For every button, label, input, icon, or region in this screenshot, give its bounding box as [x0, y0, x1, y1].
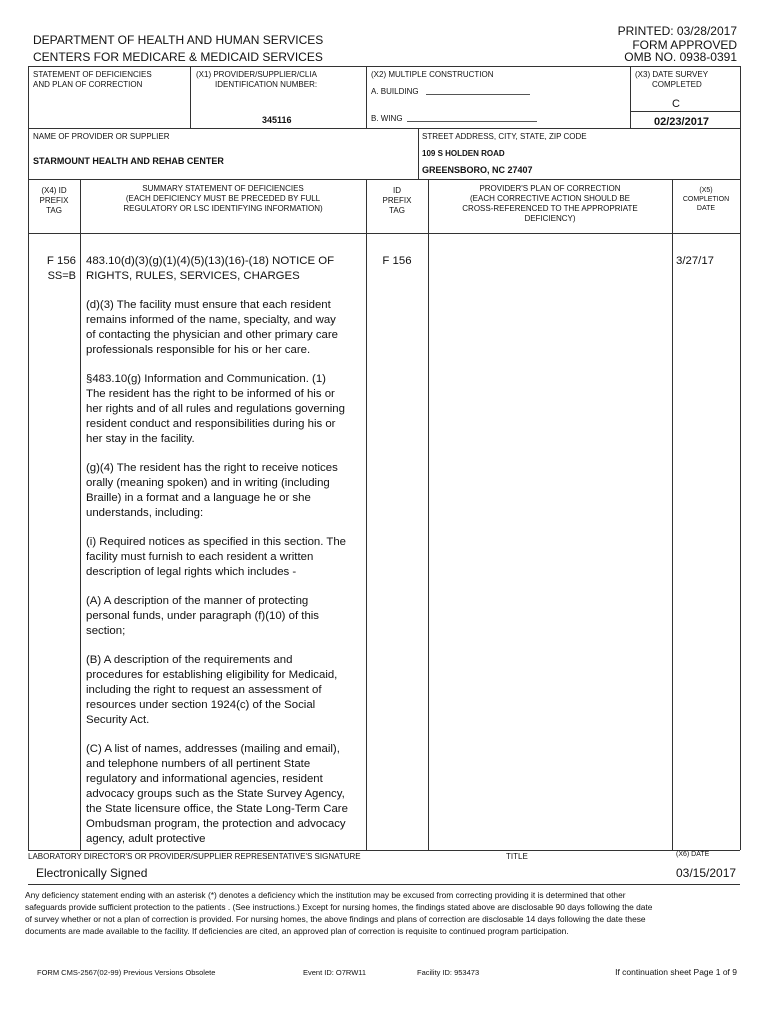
- facility-id: Facility ID: 953473: [417, 968, 480, 977]
- provider-name-label: NAME OF PROVIDER OR SUPPLIER: [33, 132, 170, 141]
- statement-label-1: STATEMENT OF DEFICIENCIES: [33, 70, 152, 79]
- address-label: STREET ADDRESS, CITY, STATE, ZIP CODE: [422, 132, 587, 141]
- paragraph: (A) A description of the manner of protecting personal funds, under paragraph (f)(10) of this section;: [86, 595, 320, 637]
- frame-left-line: [28, 66, 29, 850]
- deficiency-title: 483.10(d)(3)(g)(1)(4)(5)(13)(16)-(18) NOTICE OF RIGHTS, RULES, SERVICES, CHARGES: [86, 255, 335, 282]
- summary-header: SUMMARY STATEMENT OF DEFICIENCIES (EACH DEFICIENCY MUST BE PRECEDED BY FULL REGULATORY OR LSC IDENTIFYING INFORMATION): [123, 184, 323, 213]
- col-divider-plan: [428, 179, 429, 850]
- date-code-divider: [630, 111, 740, 112]
- row2-bottom-line: [28, 179, 740, 180]
- column-header-bottom-line: [28, 233, 740, 234]
- survey-date: 02/23/2017: [654, 116, 710, 128]
- signature-bottom-line: [28, 884, 740, 885]
- plan-header: PROVIDER'S PLAN OF CORRECTION (EACH CORRECTIVE ACTION SHOULD BE CROSS-REFERENCED TO THE APPROPRIATE DEFICIENCY): [462, 184, 638, 223]
- x2-label: (X2) MULTIPLE CONSTRUCTION: [371, 70, 494, 79]
- building-blank-line: [426, 94, 530, 95]
- title-label: TITLE: [506, 852, 528, 861]
- city-state-zip: GREENSBORO, NC 27407: [422, 165, 533, 175]
- x1-label-1: (X1) PROVIDER/SUPPLIER/CLIA: [196, 70, 317, 79]
- x4-header: (X4) ID PREFIX TAG: [39, 186, 69, 215]
- street-address: 109 S HOLDEN ROAD: [422, 149, 505, 158]
- x6-date-label: (X6) DATE: [676, 851, 710, 858]
- completion-date: 3/27/17: [676, 255, 715, 267]
- paragraph: (g)(4) The resident has the right to receive notices orally (meaning spoken) and in writing (including Braille) in a format and a language he or she understands, including:: [86, 462, 338, 519]
- frame-top-line: [28, 66, 740, 67]
- wing-blank-line: [407, 121, 537, 122]
- form-number: FORM CMS-2567(02-99) Previous Versions Obsolete: [37, 968, 216, 977]
- survey-code: C: [672, 98, 680, 110]
- agency-line-2: CENTERS FOR MEDICARE & MEDICAID SERVICES: [33, 50, 323, 64]
- frame-right-line: [740, 66, 741, 850]
- row1-divider-2: [366, 66, 367, 128]
- omb-number: OMB NO. 0938-0391: [624, 50, 737, 64]
- disclaimer-text: Any deficiency statement ending with an asterisk (*) denotes a deficiency which the institution may be excused from correcting providing it is determined that other safeguards provide sufficient protection to the patients . (See instructions.) Except for nursing homes, the findings stated above are disclosable 90 days following the date of survey whether or not a plan of correction is provided. For nursing homes, the above findings and plans of correction are disclosable 14 days following the date these documents are made available to the facility. If deficiencies are cited, an approved plan of correction is requisite to continued program participation.: [25, 890, 653, 936]
- building-label: A. BUILDING: [371, 87, 419, 96]
- paragraph: §483.10(g) Information and Communication. (1) The resident has the right to be informed of his or her rights and of all rules and regulations governing resident conduct and responsibilities during his or her stay in the facility.: [86, 373, 345, 445]
- printed-date: PRINTED: 03/28/2017: [617, 24, 737, 38]
- plan-id-tag: F 156: [382, 255, 412, 267]
- row1-bottom-line: [28, 128, 740, 129]
- page-number: If continuation sheet Page 1 of 9: [615, 967, 737, 977]
- agency-line-1: DEPARTMENT OF HEALTH AND HUMAN SERVICES: [33, 33, 324, 47]
- col-divider-completion: [672, 179, 673, 850]
- statement-label-2: AND PLAN OF CORRECTION: [33, 80, 143, 89]
- col-divider-id: [366, 179, 367, 850]
- wing-label: B. WING: [371, 114, 403, 123]
- x1-label-2: IDENTIFICATION NUMBER:: [215, 80, 318, 89]
- row2-divider: [418, 128, 419, 179]
- event-id: Event ID: O7RW11: [303, 968, 367, 977]
- row1-divider-1: [190, 66, 191, 128]
- provider-name: STARMOUNT HEALTH AND REHAB CENTER: [33, 156, 224, 166]
- signature-value: Electronically Signed: [36, 866, 148, 880]
- paragraph: (i) Required notices as specified in this section. The facility must furnish to each resident a written description of legal rights which includes -: [86, 536, 347, 578]
- signature-date: 03/15/2017: [676, 866, 737, 880]
- severity-code: SS=B: [47, 270, 76, 282]
- x3-label-1: (X3) DATE SURVEY: [635, 70, 709, 79]
- deficiency-body: [86, 298, 348, 861]
- signature-label: LABORATORY DIRECTOR'S OR PROVIDER/SUPPLIER REPRESENTATIVE'S SIGNATURE: [28, 852, 361, 861]
- row1-divider-3: [630, 66, 631, 128]
- col-divider-summary: [80, 179, 81, 850]
- provider-id-number: 345116: [262, 115, 292, 125]
- x3-label-2: COMPLETED: [652, 80, 702, 89]
- paragraph: (C) A list of names, addresses (mailing and email), and telephone numbers of all pertinent State regulatory and informational agencies, resident advocacy groups such as the State Survey Agency, the State licensure office, the State Long-Term Care Ombudsman program, the protection and advocacy agency, adult protective: [86, 743, 348, 845]
- form-approved: FORM APPROVED: [632, 38, 737, 52]
- x5-header: (X5) COMPLETION DATE: [682, 187, 730, 212]
- deficiency-tag: F 156: [46, 255, 76, 267]
- paragraph: (d)(3) The facility must ensure that each resident remains informed of the name, specialty, and way of contacting the physician and other primary care professionals responsible for his or her care.: [86, 299, 338, 356]
- paragraph: (B) A description of the requirements and procedures for establishing eligibility for Medicaid, including the right to request an assessment of resources under section 1924(c) of the Social Security Act.: [86, 654, 338, 726]
- id-header: ID PREFIX TAG: [382, 186, 412, 215]
